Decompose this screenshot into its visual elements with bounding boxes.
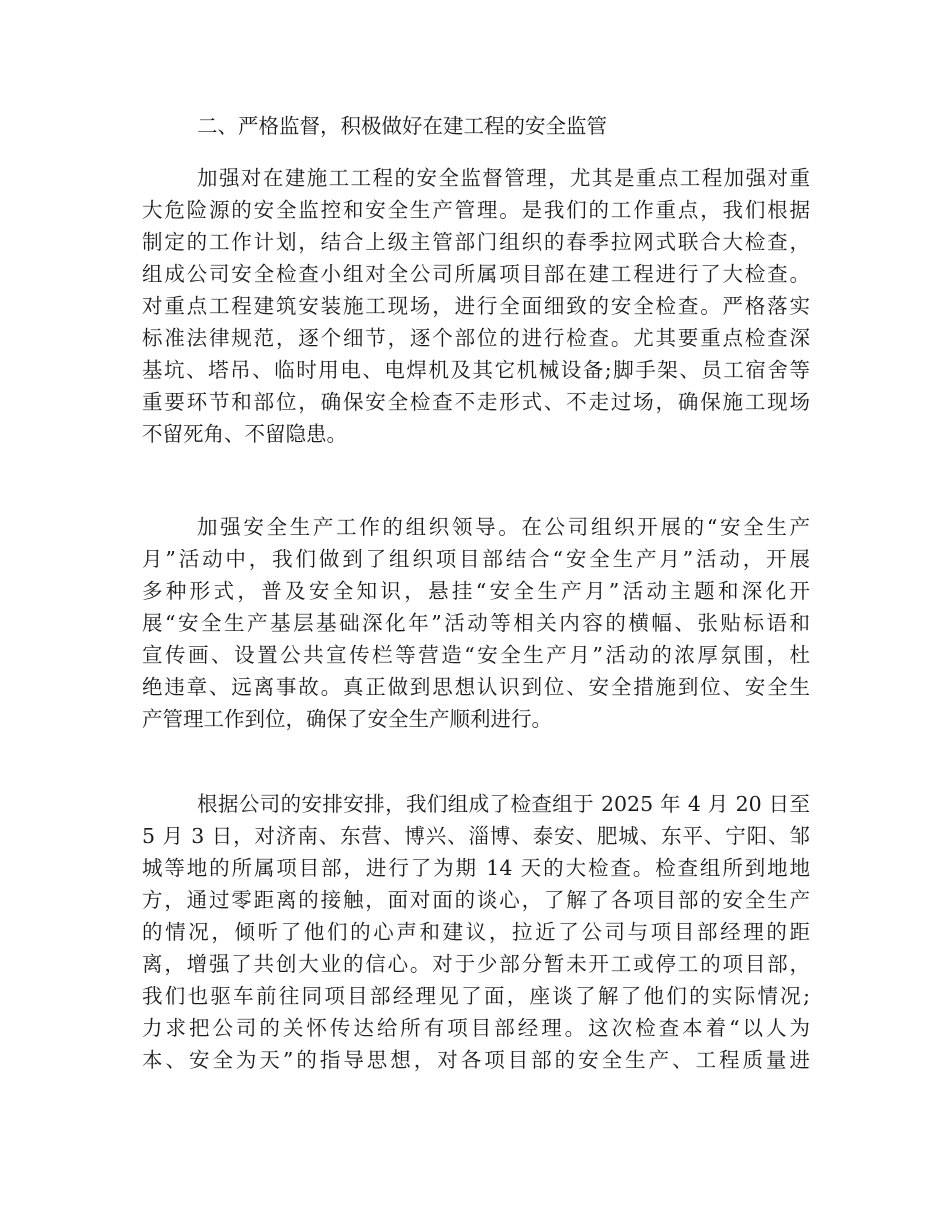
paragraph-line: 展“安全生产基层基础深化年”活动等相关内容的横幅、张贴标语和 (142, 611, 810, 635)
paragraph-site-inspection (142, 162, 810, 450)
paragraph-line: 制定的工作计划，结合上级主管部门组织的春季拉网式联合大检查， (142, 230, 810, 254)
paragraph-line: 的情况，倾听了他们的心声和建议，拉近了公司与项目部经理的距 (142, 920, 810, 944)
paragraph-line: 大危险源的安全监控和安全生产管理。是我们的工作重点，我们根据 (142, 198, 810, 222)
paragraph-line: 月”活动中，我们做到了组织项目部结合“安全生产月”活动，开展 (142, 547, 810, 571)
paragraph-line: 不留死角、不留隐患。 (142, 422, 347, 446)
paragraph-line: 离，增强了共创大业的信心。对于少部分暂未开工或停工的项目部， (142, 952, 810, 976)
paragraph-inspection-tour (142, 788, 810, 1076)
paragraph-line: 根据公司的安排安排，我们组成了检查组于 2025 年 4 月 20 日至 (197, 792, 810, 816)
paragraph-line: 绝违章、远离事故。真正做到思想认识到位、安全措施到位、安全生 (142, 675, 810, 699)
paragraph-line: 宣传画、设置公共宣传栏等营造“安全生产月”活动的浓厚氛围，杜 (142, 643, 810, 667)
paragraph-line: 产管理工作到位，确保了安全生产顺利进行。 (142, 707, 552, 731)
paragraph-line: 组成公司安全检查小组对全公司所属项目部在建工程进行了大检查。 (142, 262, 810, 286)
paragraph-line: 重要环节和部位，确保安全检查不走形式、不走过场，确保施工现场 (142, 390, 810, 414)
paragraph-line: 多种形式，普及安全知识，悬挂“安全生产月”活动主题和深化开 (142, 579, 810, 603)
paragraph-line: 我们也驱车前往同项目部经理见了面，座谈了解了他们的实际情况; (142, 984, 810, 1008)
paragraph-safety-month (142, 511, 810, 735)
paragraph-line: 标准法律规范，逐个细节，逐个部位的进行检查。尤其要重点检查深 (142, 326, 810, 350)
paragraph-line: 基坑、塔吊、临时用电、电焊机及其它机械设备;脚手架、员工宿舍等 (142, 358, 810, 382)
paragraph-line: 对重点工程建筑安装施工现场，进行全面细致的安全检查。严格落实 (142, 294, 810, 318)
paragraph-line: 力求把公司的关怀传达给所有项目部经理。这次检查本着“以人为 (142, 1016, 810, 1040)
paragraph-line: 本、安全为天”的指导思想，对各项目部的安全生产、工程质量进 (142, 1048, 810, 1072)
paragraph-line: 加强对在建施工工程的安全监督管理，尤其是重点工程加强对重 (197, 166, 810, 190)
section-heading: 二、严格监督，积极做好在建工程的安全监管 (197, 114, 607, 138)
paragraph-line: 方，通过零距离的接触，面对面的谈心，了解了各项目部的安全生产 (142, 888, 810, 912)
paragraph-line: 5 月 3 日，对济南、东营、博兴、淄博、泰安、肥城、东平、宁阳、邹 (142, 824, 810, 848)
paragraph-line: 加强安全生产工作的组织领导。在公司组织开展的“安全生产 (197, 515, 810, 539)
paragraph-line: 城等地的所属项目部，进行了为期 14 天的大检查。检查组所到地地 (142, 856, 810, 880)
